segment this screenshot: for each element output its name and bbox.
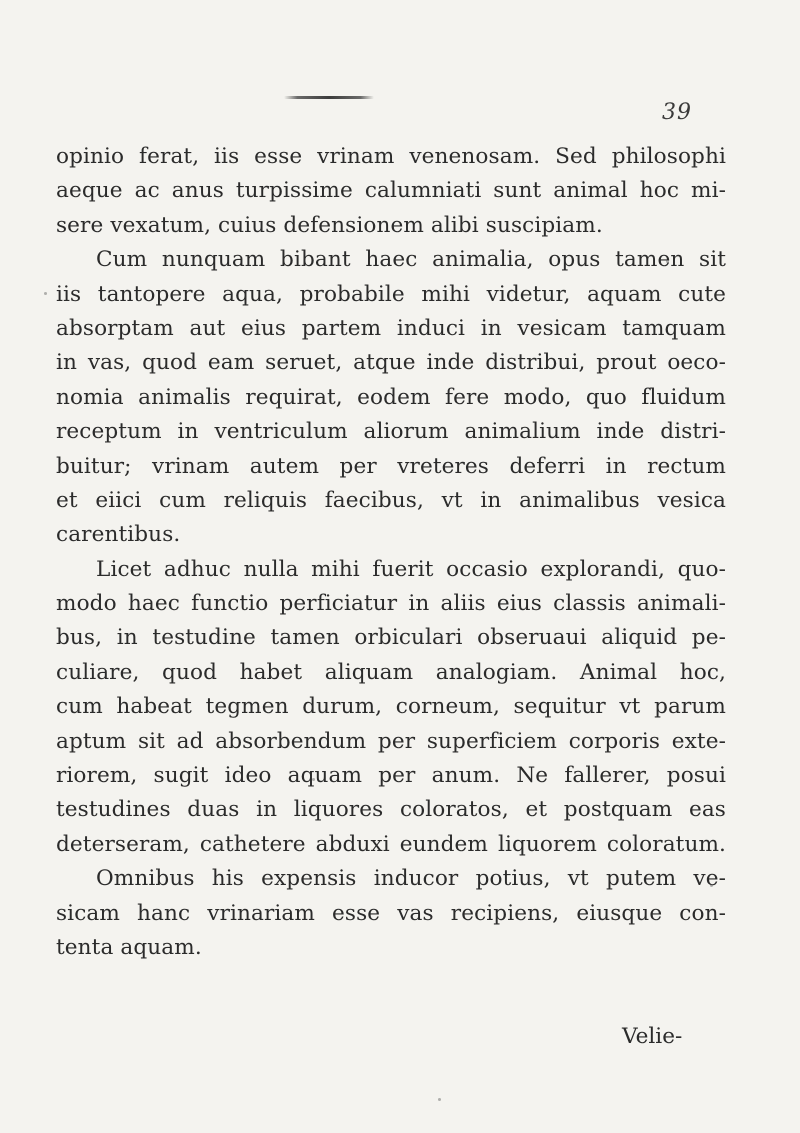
text-line: sicam hanc vrinariam esse vas recipiens, eiusque con- [56,900,726,926]
text-line: aeque ac anus turpissime calumniati sunt animal hoc mi- [56,178,726,204]
paper-speck [710,884,713,887]
text-line: bus, in testudine tamen orbiculari obseruaui aliquid pe- [56,625,726,651]
paper-speck [666,260,669,263]
text-line: Licet adhuc nulla mihi fuerit occasio explorandi, quo- [96,556,726,582]
page-number: 39 [662,100,692,125]
text-line: absorptam aut eius partem induci in vesicam tamquam [56,315,726,341]
text-line: modo haec functio perficiatur in aliis eius classis animali- [56,591,726,617]
paper-speck [438,1098,441,1101]
paper-speck [312,778,315,781]
text-line: tenta aquam. [56,934,202,960]
text-line: riorem, sugit ideo aquam per anum. Ne fallerer, posui [56,763,726,789]
paper-speck [44,292,47,295]
text-line: cum habeat tegmen durum, corneum, sequitur vt parum [56,694,726,720]
text-line: nomia animalis requirat, eodem fere modo, quo fluidum [56,384,726,410]
text-line: sere vexatum, cuius defensionem alibi suscipiam. [56,212,603,238]
header-rule [284,96,374,99]
text-line: culiare, quod habet aliquam analogiam. Animal hoc, [56,659,726,685]
text-line: testudines duas in liquores coloratos, et postquam eas [56,797,726,823]
text-line: receptum in ventriculum aliorum animalium inde distri- [56,419,726,445]
text-line: buitur; vrinam autem per vreteres deferri in rectum [56,453,726,479]
body-text [56,140,726,965]
text-line: iis tantopere aqua, probabile mihi videtur, aquam cute [56,281,726,307]
text-line: Cum nunquam bibant haec animalia, opus tamen sit [96,247,726,273]
text-line: aptum sit ad absorbendum per superficiem corporis exte- [56,728,726,754]
text-line: opinio ferat, iis esse vrinam venenosam. Sed philosophi [56,144,726,169]
text-line: et eiici cum reliquis faecibus, vt in animalibus vesica [56,487,726,513]
text-line: carentibus. [56,522,181,548]
text-line: Omnibus his expensis inducor potius, vt putem ve- [96,866,726,892]
catchword: Velie- [622,1024,683,1049]
text-line: deterseram, cathetere abduxi eundem liquorem coloratum. [56,831,726,857]
text-line: in vas, quod eam seruet, atque inde distribui, prout oeco- [56,350,726,376]
